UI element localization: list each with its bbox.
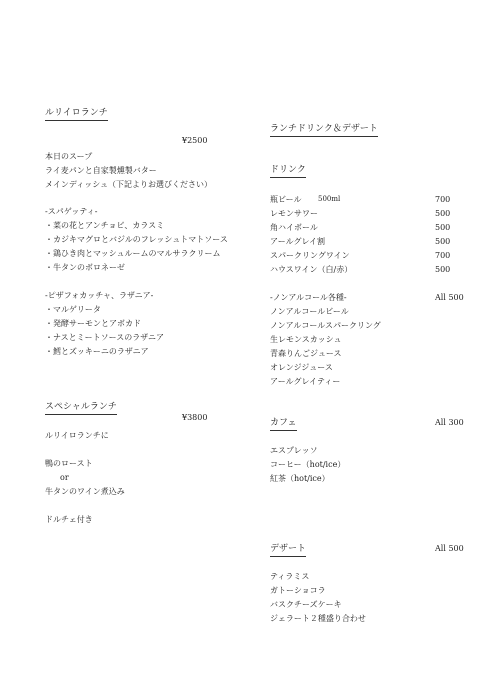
dessert-item: ティラミス xyxy=(270,572,310,581)
lunch-item: ライ麦パンと自家製燻製バター xyxy=(45,166,157,175)
drink-price: 700 xyxy=(435,195,451,204)
dessert-item: バスクチーズケーキ xyxy=(270,600,342,609)
pizza-item: ・鱈とズッキーニのラザニア xyxy=(45,347,149,356)
dessert-item: ジェラート２種盛り合わせ xyxy=(270,614,366,623)
cafe-title: カフェ xyxy=(270,419,297,431)
nonalc-price: All 500 xyxy=(435,293,464,302)
drink-name: レモンサワー xyxy=(270,209,318,218)
drink-price: 700 xyxy=(435,251,451,260)
nonalc-header: -ノンアルコール各種- xyxy=(270,293,347,302)
pizza-header: -ピザフォカッチャ、ラザニア- xyxy=(45,291,154,300)
cafe-item: コーヒー（hot/ice） xyxy=(270,460,346,469)
special-title: スペシャルランチ xyxy=(45,403,117,415)
special-intro: ルリイロランチに xyxy=(45,431,109,440)
drink-name: アールグレイ割 xyxy=(270,237,326,246)
drink-note: 500ml xyxy=(318,195,341,203)
pasta-item: ・菜の花とアンチョビ、カラスミ xyxy=(45,221,165,230)
cafe-item: エスプレッソ xyxy=(270,446,318,455)
drink-name: スパークリングワイン xyxy=(270,251,350,260)
drink-price: 500 xyxy=(435,265,451,274)
nonalc-item: ノンアルコールスパークリング xyxy=(270,321,381,330)
nonalc-item: ノンアルコールビール xyxy=(270,307,349,316)
pasta-item: ・鶏ひき肉とマッシュルームのマルサラクリーム xyxy=(45,249,221,258)
pasta-header: -スパゲッティ- xyxy=(45,207,98,216)
special-price: ¥3800 xyxy=(182,413,208,422)
drink-price: 500 xyxy=(435,237,451,246)
dessert-title: デザート xyxy=(270,545,306,557)
special-or: or xyxy=(60,473,69,482)
section-title: ランチドリンク＆デザート xyxy=(270,125,378,137)
drink-price: 500 xyxy=(435,209,451,218)
cafe-price: All 300 xyxy=(435,418,464,427)
drink-price: 500 xyxy=(435,223,451,232)
drink-name: 瓶ビール xyxy=(270,195,302,204)
dessert-item: ガトーショコラ xyxy=(270,586,326,595)
special-option: 鴨のロースト xyxy=(45,459,93,468)
lunch-price: ¥2500 xyxy=(182,136,208,145)
lunch-title: ルリイロランチ xyxy=(45,109,108,121)
pizza-item: ・マルゲリータ xyxy=(45,305,101,314)
pizza-item: ・ナスとミートソースのラザニア xyxy=(45,333,164,342)
special-option: 牛タンのワイン煮込み xyxy=(45,487,125,496)
drink-name: 角ハイボール xyxy=(270,223,318,232)
drink-name: ハウスワイン（白/赤） xyxy=(270,265,353,274)
lunch-item: メインディッシュ（下記よりお選びください） xyxy=(45,180,213,189)
special-dolce: ドルチェ付き xyxy=(45,515,93,524)
pasta-item: ・カジキマグロとバジルのフレッシュトマトソース xyxy=(45,235,228,244)
pizza-item: ・発酵サーモンとアボカド xyxy=(45,319,141,328)
dessert-price: All 500 xyxy=(435,544,464,553)
nonalc-item: 青森りんごジュース xyxy=(270,349,342,358)
pasta-item: ・牛タンのボロネーゼ xyxy=(45,263,125,272)
nonalc-item: アールグレイティー xyxy=(270,377,341,386)
lunch-item: 本日のスープ xyxy=(45,152,93,161)
nonalc-item: 生レモンスカッシュ xyxy=(270,335,342,344)
nonalc-item: オレンジジュース xyxy=(270,363,333,372)
drink-title: ドリンク xyxy=(270,166,306,178)
cafe-item: 紅茶（hot/ice） xyxy=(270,474,330,483)
